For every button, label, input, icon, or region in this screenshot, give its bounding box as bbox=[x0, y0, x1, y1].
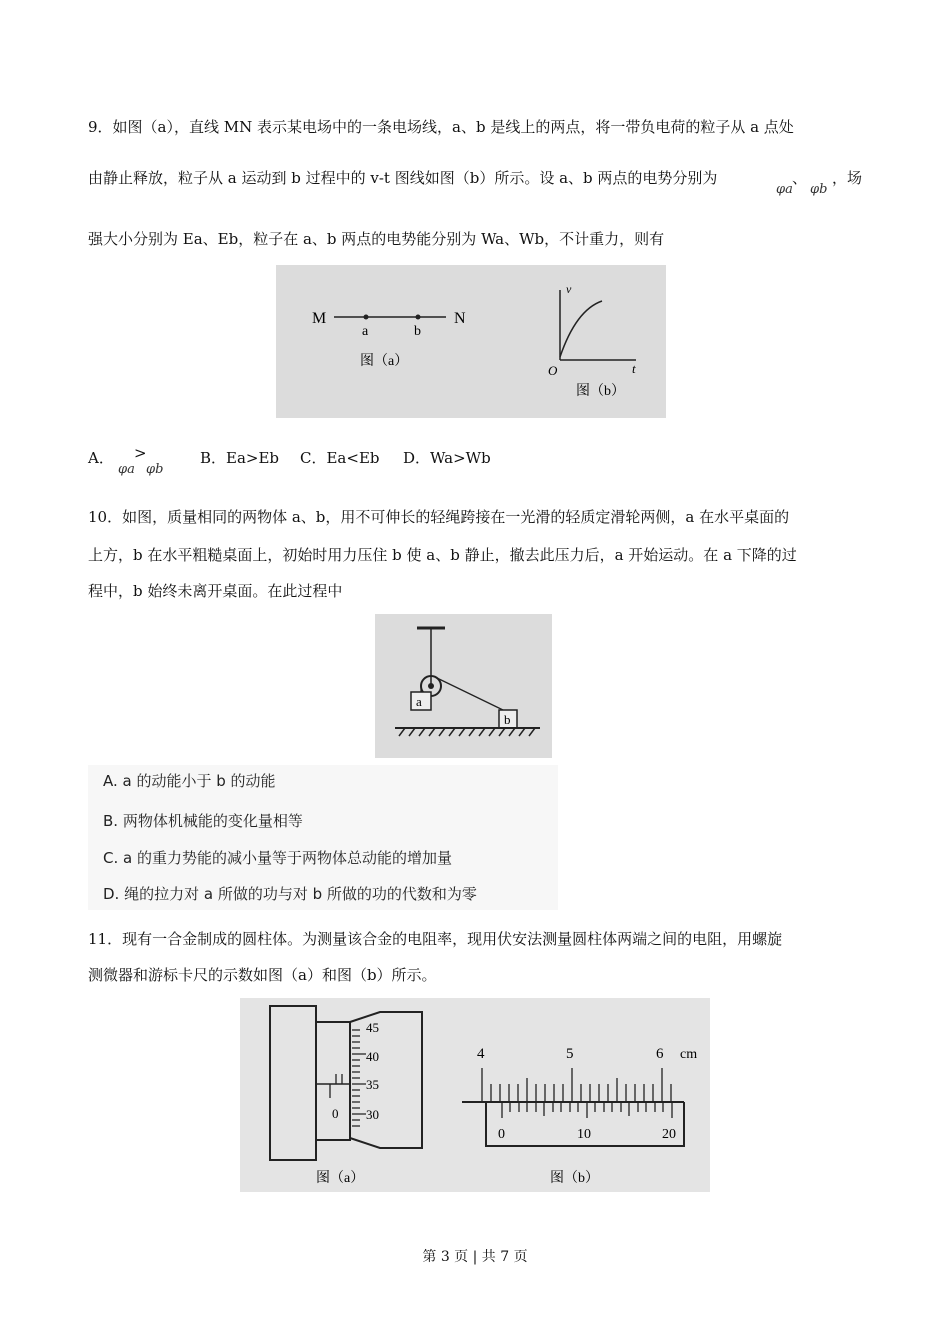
q10-line-2: 上方，b 在水平粗糙桌面上，初始时用力压住 b 使 a、b 静止，撤去此压力后，a 开始运动。在 a 下降的过 bbox=[88, 546, 797, 564]
caption-a: 图（a） bbox=[360, 354, 409, 369]
q10-option-b: B. 两物体机械能的变化量相等 bbox=[103, 812, 303, 830]
q9-figure bbox=[276, 265, 666, 418]
q9-option-a bbox=[88, 444, 164, 477]
label-v: v bbox=[566, 282, 572, 296]
option-a-label: A． bbox=[88, 449, 114, 467]
q11-line-2: 测微器和游标卡尺的示数如图（a）和图（b）所示。 bbox=[88, 966, 437, 984]
page-footer: 第 3 页 | 共 7 页 bbox=[422, 1249, 528, 1265]
q9-option-d: D．Wa>Wb bbox=[403, 449, 491, 467]
micrometer-zero: 0 bbox=[332, 1106, 339, 1121]
label-O: O bbox=[548, 363, 558, 378]
option-a-phi-a: φa bbox=[118, 462, 135, 477]
q10-option-a: A. a 的动能小于 b 的动能 bbox=[103, 772, 276, 790]
vernier-20: 20 bbox=[662, 1127, 676, 1142]
caption-a: 图（a） bbox=[316, 1171, 365, 1186]
q10-option-d: D. 绳的拉力对 a 所做的功与对 b 所做的功的代数和为零 bbox=[103, 885, 477, 903]
label-N: N bbox=[454, 310, 466, 327]
q10-option-c: C. a 的重力势能的减小量等于两物体总动能的增加量 bbox=[103, 849, 452, 867]
main-scale-4: 4 bbox=[477, 1046, 485, 1062]
label-t: t bbox=[632, 361, 636, 376]
option-a-op: > bbox=[134, 444, 147, 462]
q10-line-3: 程中，b 始终未离开桌面。在此过程中 bbox=[88, 582, 343, 600]
main-scale-5: 5 bbox=[566, 1046, 574, 1062]
block-b-label: b bbox=[504, 712, 511, 727]
micrometer-tick-45: 45 bbox=[366, 1020, 379, 1035]
micrometer-tick-35: 35 bbox=[366, 1077, 379, 1092]
unit-cm: cm bbox=[680, 1047, 698, 1062]
q9-line-2-end: ，场 bbox=[832, 169, 863, 187]
caption-b: 图（b） bbox=[576, 384, 625, 399]
option-a-phi-b: φb bbox=[146, 462, 164, 477]
label-b: b bbox=[414, 324, 421, 339]
q9-sep: 、 bbox=[792, 169, 808, 187]
micrometer-tick-30: 30 bbox=[366, 1107, 379, 1122]
caption-b: 图（b） bbox=[550, 1171, 599, 1186]
q10-line-1: 10．如图，质量相同的两物体 a、b，用不可伸长的轻绳跨接在一光滑的轻质定滑轮两侧，a 在水平桌面的 bbox=[88, 508, 790, 526]
label-M: M bbox=[312, 310, 327, 327]
main-scale-6: 6 bbox=[656, 1046, 664, 1062]
block-a-label: a bbox=[416, 694, 422, 709]
q9-line-1: 9．如图（a），直线 MN 表示某电场中的一条电场线，a、b 是线上的两点，将一带负电荷的粒子从 a 点处 bbox=[88, 118, 794, 136]
phi-b: φb bbox=[810, 182, 828, 197]
vernier-10: 10 bbox=[577, 1127, 591, 1142]
q10-figure bbox=[375, 614, 552, 758]
q9-line-3: 强大小分别为 Ea、Eb，粒子在 a、b 两点的电势能分别为 Wa、Wb，不计重力，则有 bbox=[88, 230, 665, 248]
q11-line-1: 11．现有一合金制成的圆柱体。为测量该合金的电阻率，现用伏安法测量圆柱体两端之间的电阻，用螺旋 bbox=[88, 930, 783, 948]
q9-line-2: 由静止释放，粒子从 a 运动到 b 过程中的 v-t 图线如图（b）所示。设 a、b 两点的电势分别为 bbox=[88, 169, 718, 187]
label-a: a bbox=[362, 324, 369, 339]
q9-option-c: C．Ea<Eb bbox=[300, 449, 380, 467]
vernier-0: 0 bbox=[498, 1127, 505, 1142]
q11-figure bbox=[240, 998, 710, 1192]
q9-option-b: B．Ea>Eb bbox=[200, 449, 280, 467]
phi-a: φa bbox=[776, 182, 793, 197]
micrometer-tick-40: 40 bbox=[366, 1049, 379, 1064]
